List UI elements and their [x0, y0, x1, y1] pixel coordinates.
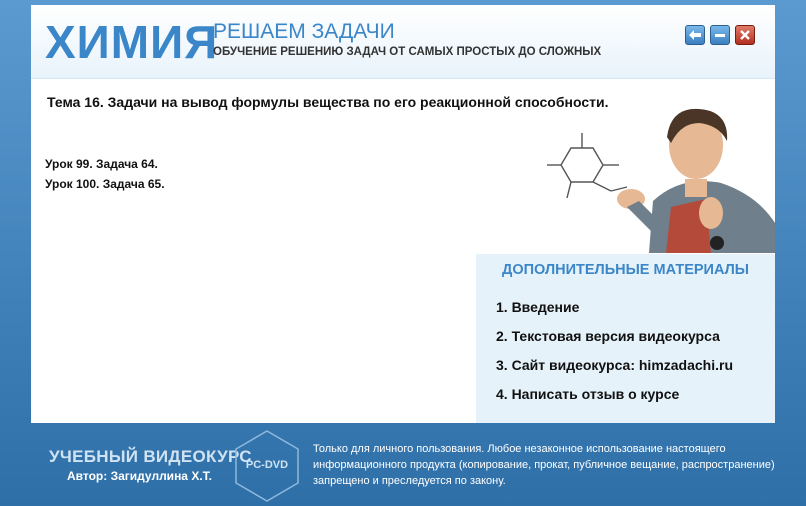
- back-button[interactable]: [685, 25, 705, 45]
- minimize-icon: [714, 29, 726, 41]
- app-subtitle: РЕШАЕМ ЗАДАЧИ: [213, 20, 395, 43]
- app-logo: ХИМИЯ: [45, 16, 219, 68]
- close-icon: [739, 29, 751, 41]
- extras-title: ДОПОЛНИТЕЛЬНЫЕ МАТЕРИАЛЫ: [502, 262, 749, 278]
- lesson-link[interactable]: Урок 99. Задача 64.: [45, 157, 158, 171]
- minimize-button[interactable]: [710, 25, 730, 45]
- topic-title: Тема 16. Задачи на вывод формулы вещества по его реакционной способности.: [47, 94, 609, 110]
- legal-note: Только для личного пользования. Любое незаконное использование настоящего информационного продукта (копирование, прокат, публичное вещание, распространение) запрещено и преследуется по закону.: [313, 443, 775, 487]
- close-button[interactable]: [735, 25, 755, 45]
- extras-item-website[interactable]: 3. Сайт видеокурса: himzadachi.ru: [496, 357, 734, 373]
- extras-list: [496, 298, 733, 414]
- extras-item-text-version[interactable]: 2. Текстовая версия видеокурса: [496, 328, 720, 344]
- lesson-link[interactable]: Урок 100. Задача 65.: [45, 177, 165, 191]
- app-tagline: ОБУЧЕНИЕ РЕШЕНИЮ ЗАДАЧ ОТ САМЫХ ПРОСТЫХ ДО СЛОЖНЫХ: [213, 46, 602, 58]
- arrow-left-icon: [688, 29, 702, 41]
- extras-item-intro[interactable]: 1. Введение: [496, 299, 580, 315]
- molecule-sketch-icon: [547, 133, 627, 198]
- extras-panel: [476, 254, 775, 423]
- lesson-list: [45, 154, 165, 194]
- extras-item-feedback[interactable]: 4. Написать отзыв о курсе: [496, 386, 680, 402]
- header: [31, 5, 775, 79]
- main-window: [31, 5, 775, 423]
- course-label: УЧЕБНЫЙ ВИДЕОКУРС: [49, 447, 252, 466]
- person-icon: [617, 109, 775, 253]
- badge-label: PC-DVD: [245, 459, 289, 471]
- author-label: Автор: Загидуллина Х.Т.: [67, 469, 212, 483]
- chemist-illustration: [531, 103, 775, 253]
